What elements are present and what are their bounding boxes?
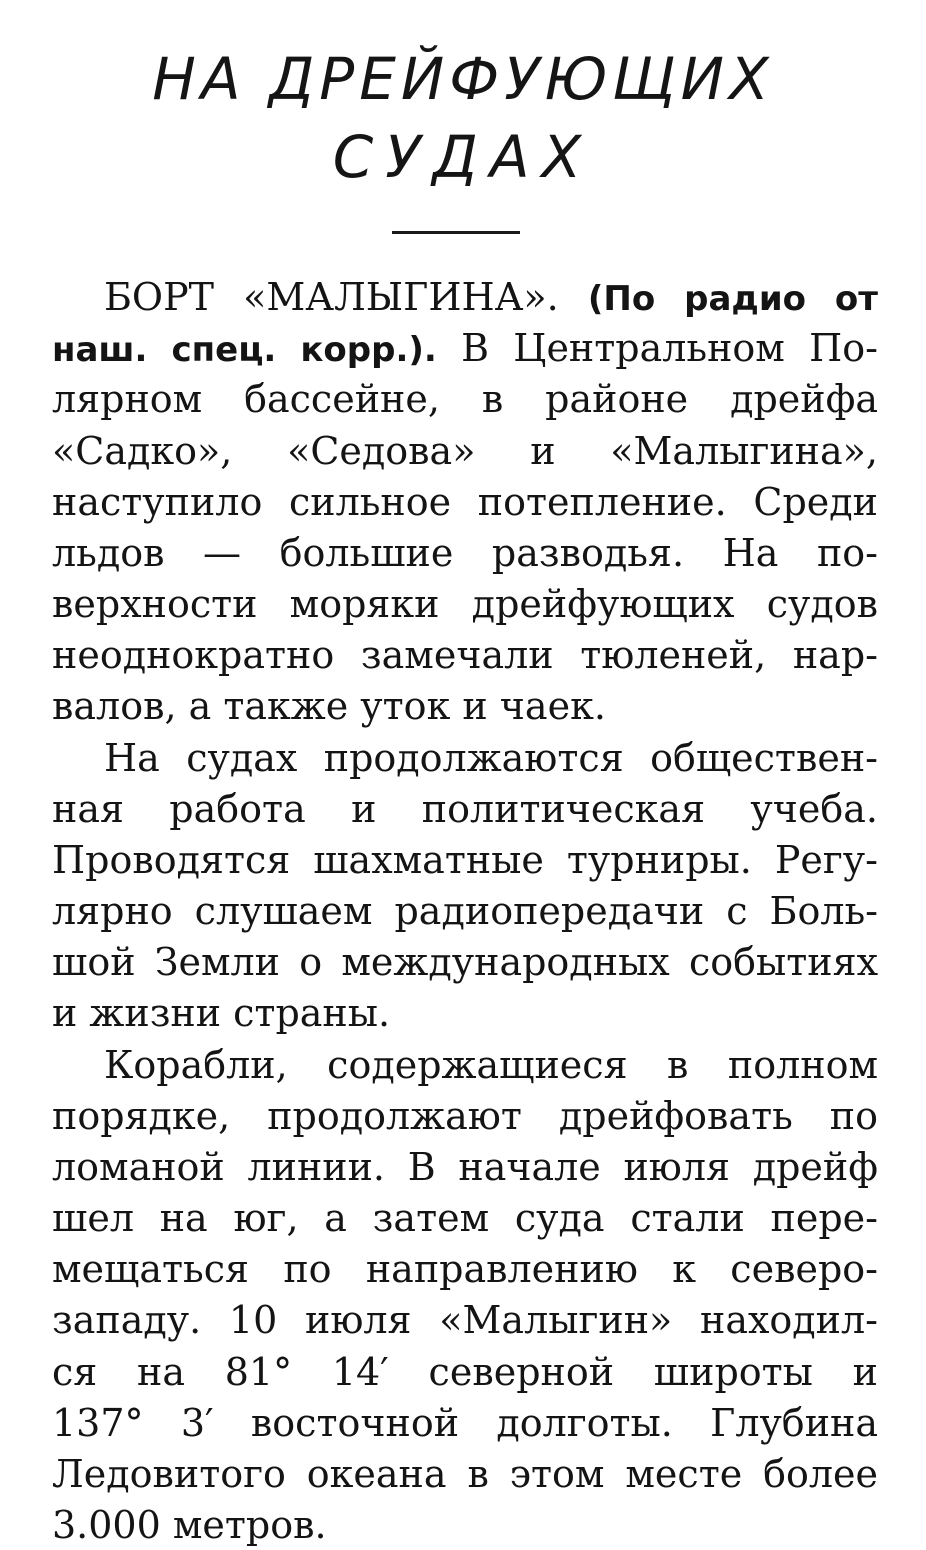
article-line: лярно слушаем радиопередачи с Боль- xyxy=(52,889,878,933)
article-line: лярном бассейне, в районе дрейфа xyxy=(52,377,878,421)
article-line: неоднократно замечали тюленей, нар- xyxy=(52,633,878,677)
article-line: 3.000 метров. xyxy=(52,1503,327,1547)
article-line xyxy=(104,272,878,322)
source-credit-start: (По радио от xyxy=(587,279,878,319)
headline-divider xyxy=(392,231,520,234)
article-line: 137° 3′ восточной долготы. Глубина xyxy=(52,1401,878,1445)
article-line: Проводятся шахматные турниры. Регу- xyxy=(52,838,878,882)
article-line: ломаной линии. В начале июля дрейф xyxy=(52,1145,878,1189)
article-line: порядке, продолжают дрейфовать по xyxy=(52,1094,878,1138)
article-line: верхности моряки дрейфующих судов xyxy=(52,582,878,626)
article-line: и жизни страны. xyxy=(52,991,391,1035)
article-line: валов, а также уток и чаек. xyxy=(52,684,606,728)
dateline: БОРТ «МАЛЫГИНА». xyxy=(104,275,559,319)
article-line xyxy=(52,323,878,373)
article-line: «Садко», «Седова» и «Малыгина», xyxy=(52,429,878,473)
headline-line-2: СУДАХ xyxy=(332,123,594,191)
article-line: Корабли, содержащиеся в полном xyxy=(104,1043,878,1087)
article-line: ная работа и политическая учеба. xyxy=(52,787,878,831)
article-line: шел на юг, а затем суда стали пере- xyxy=(52,1196,878,1240)
article-line: шой Земли о международных событиях xyxy=(52,940,878,984)
article-line: Ледовитого океана в этом месте более xyxy=(52,1452,878,1496)
article-line: западу. 10 июля «Малыгин» находил- xyxy=(52,1298,878,1342)
article-line: наступило сильное потепление. Среди xyxy=(52,480,878,524)
article-line: На судах продолжаются обществен- xyxy=(104,736,878,780)
article-line: льдов — большие разводья. На по- xyxy=(52,531,878,575)
source-credit-end: наш. спец. корр.). xyxy=(52,330,437,370)
article-line: мещаться по направлению к северо- xyxy=(52,1247,878,1291)
article-line: ся на 81° 14′ северной широты и xyxy=(52,1350,878,1394)
paragraph-1-start: В Центральном По- xyxy=(461,326,878,370)
headline-line-1: НА ДРЕЙФУЮЩИХ xyxy=(152,45,774,113)
